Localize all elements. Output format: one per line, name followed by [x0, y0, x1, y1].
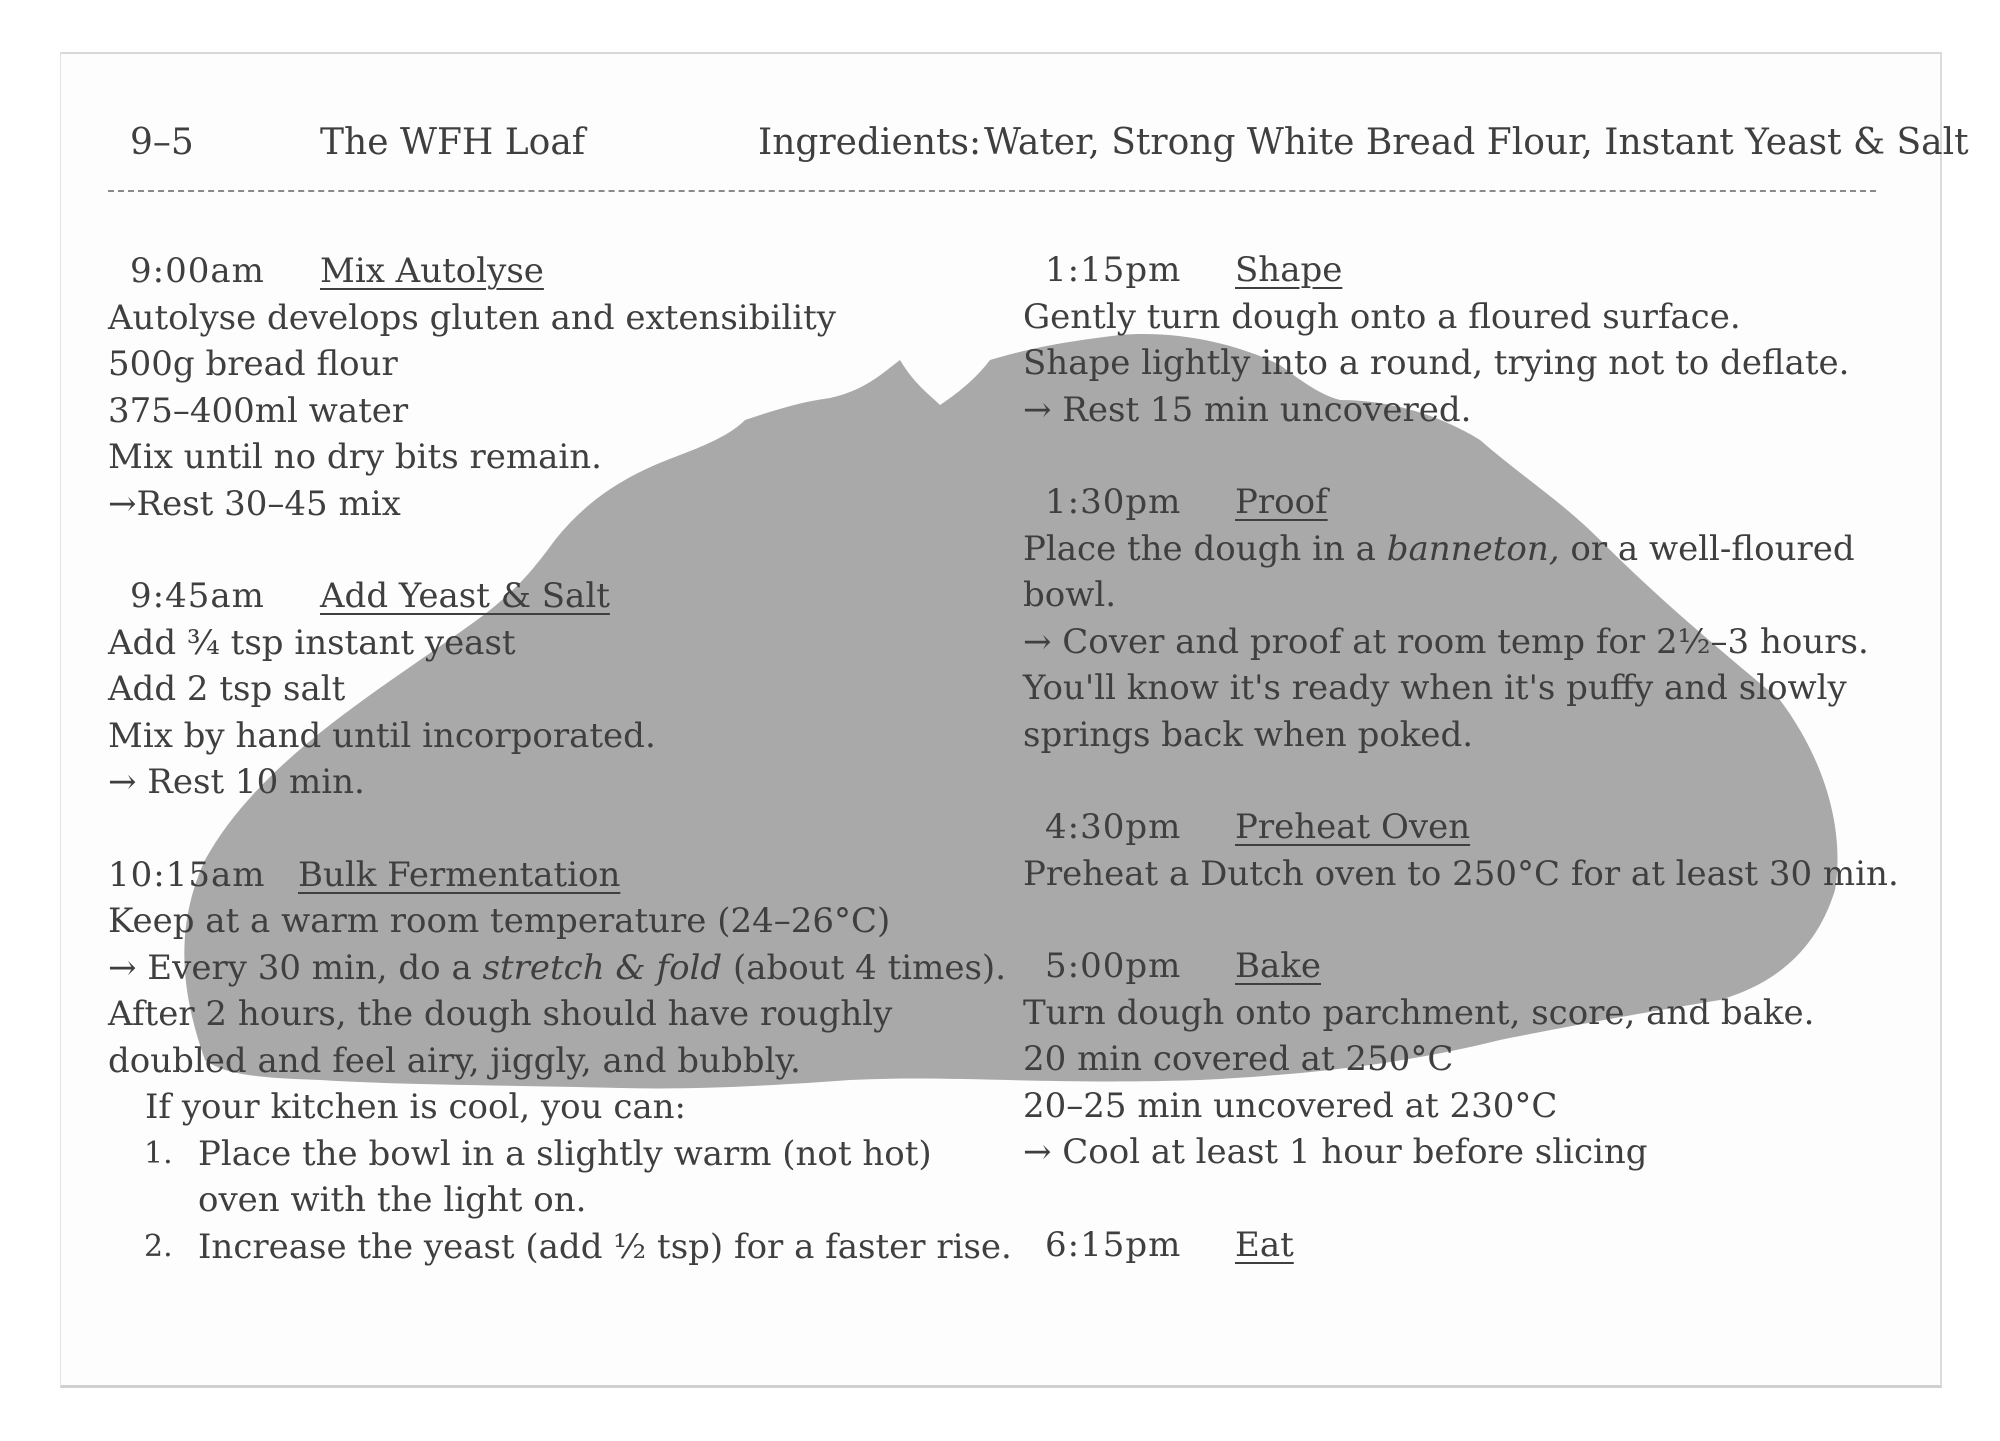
step-time: 1:15pm — [1045, 250, 1182, 290]
step-line: 500g bread flour — [108, 344, 398, 384]
step-line: Add ¾ tsp instant yeast — [108, 622, 516, 663]
step-eat — [1023, 1222, 1903, 1269]
list-item — [108, 1131, 1008, 1224]
left-column — [108, 248, 1012, 1316]
step-heading — [1023, 943, 1903, 990]
step-line: doubled and feel airy, jiggly, and bubbly. — [108, 1040, 801, 1081]
step-name: Bulk Fermentation — [298, 854, 621, 895]
step-time: 5:00pm — [1045, 946, 1182, 986]
recipe-header — [108, 110, 1969, 192]
step-line: Mix by hand until incorporated. — [108, 715, 656, 756]
step-line: Shape lightly into a round, trying not to deflate. — [1023, 343, 1850, 383]
step-line: Mix until no dry bits remain. — [108, 437, 602, 477]
ingredients-list: Water, Strong White Bread Flour, Instant Yeast & Salt — [984, 122, 1969, 163]
right-column — [1023, 247, 1903, 1314]
step-line: After 2 hours, the dough should have roughly — [108, 994, 893, 1034]
list-text: Increase the yeast (add ½ tsp) for a faster rise. — [198, 1226, 1012, 1267]
step-line: Autolyse develops gluten and extensibility — [108, 297, 836, 338]
step-name: Bake — [1235, 946, 1321, 986]
step-name: Add Yeast & Salt — [320, 576, 610, 616]
step-name: Eat — [1235, 1224, 1294, 1265]
step-line-part: or a well-floured — [1559, 528, 1855, 569]
step-heading — [1023, 247, 1903, 294]
step-line: springs back when poked. — [1023, 714, 1474, 755]
step-line: You'll know it's ready when it's puffy and slowly — [1023, 668, 1847, 708]
step-preheat-oven — [1023, 804, 1903, 897]
step-line: → Rest 10 min. — [108, 762, 365, 802]
step-line: →Rest 30–45 mix — [108, 483, 401, 524]
list-item — [108, 1224, 1012, 1271]
ingredients-label: Ingredients: — [758, 122, 982, 163]
list-number: 2. — [144, 1228, 173, 1264]
step-line-part: Place the dough in a — [1023, 528, 1387, 569]
step-heading — [108, 248, 1008, 295]
step-name: Mix Autolyse — [320, 251, 544, 291]
step-line: Keep at a warm room temperature (24–26°C) — [108, 901, 891, 941]
step-name: Preheat Oven — [1235, 807, 1471, 847]
step-time: 10:15am — [108, 854, 266, 895]
step-line: Turn dough onto parchment, score, and bake. — [1023, 992, 1815, 1033]
banneton-term: banneton, — [1386, 528, 1560, 569]
step-line: 375–400ml water — [108, 390, 409, 431]
step-line: 20–25 min uncovered at 230°C — [1023, 1085, 1558, 1126]
stretch-fold-term: stretch & fold — [482, 947, 723, 988]
step-time: 4:30pm — [1045, 807, 1182, 847]
step-time: 6:15pm — [1045, 1224, 1182, 1265]
step-line-part: → Every 30 min, do a — [108, 947, 483, 988]
recipe-title: The WFH Loaf — [320, 122, 586, 163]
recipe-code: 9–5 — [130, 122, 194, 163]
step-heading — [1023, 1222, 1903, 1269]
step-line-part: (about 4 times). — [722, 947, 1007, 988]
step-shape — [1023, 247, 1903, 433]
list-text: oven with the light on. — [198, 1180, 587, 1220]
step-add-yeast-salt — [108, 573, 1008, 806]
step-line: → Cover and proof at room temp for 2½–3 hours. — [1023, 621, 1869, 662]
list-number: 1. — [144, 1135, 173, 1171]
step-heading — [108, 573, 1008, 620]
step-line: → Cool at least 1 hour before slicing — [1023, 1132, 1648, 1172]
step-line — [108, 945, 1008, 992]
step-line: Gently turn dough onto a floured surface. — [1023, 296, 1741, 337]
step-mix-autolyse — [108, 248, 1008, 527]
step-name: Proof — [1235, 482, 1328, 522]
step-line: Add 2 tsp salt — [108, 669, 346, 709]
list-text: Place the bowl in a slightly warm (not hot) — [198, 1133, 932, 1174]
step-line: → Rest 15 min uncovered. — [1023, 389, 1472, 430]
step-time: 9:00am — [130, 251, 265, 291]
step-bulk-fermentation — [108, 852, 1012, 1271]
step-proof — [1023, 479, 1903, 758]
step-time: 1:30pm — [1045, 482, 1182, 522]
step-bake — [1023, 943, 1903, 1176]
step-heading — [108, 852, 1008, 899]
step-line: Preheat a Dutch oven to 250°C for at least 30 min. — [1023, 853, 1899, 894]
step-line: If your kitchen is cool, you can: — [145, 1087, 687, 1127]
step-line: 20 min covered at 250°C — [1023, 1039, 1454, 1079]
step-heading — [1023, 479, 1903, 526]
step-time: 9:45am — [130, 576, 265, 616]
step-name: Shape — [1235, 250, 1343, 290]
step-line — [1023, 526, 1903, 573]
step-heading — [1023, 804, 1903, 851]
step-line: bowl. — [1023, 575, 1117, 615]
